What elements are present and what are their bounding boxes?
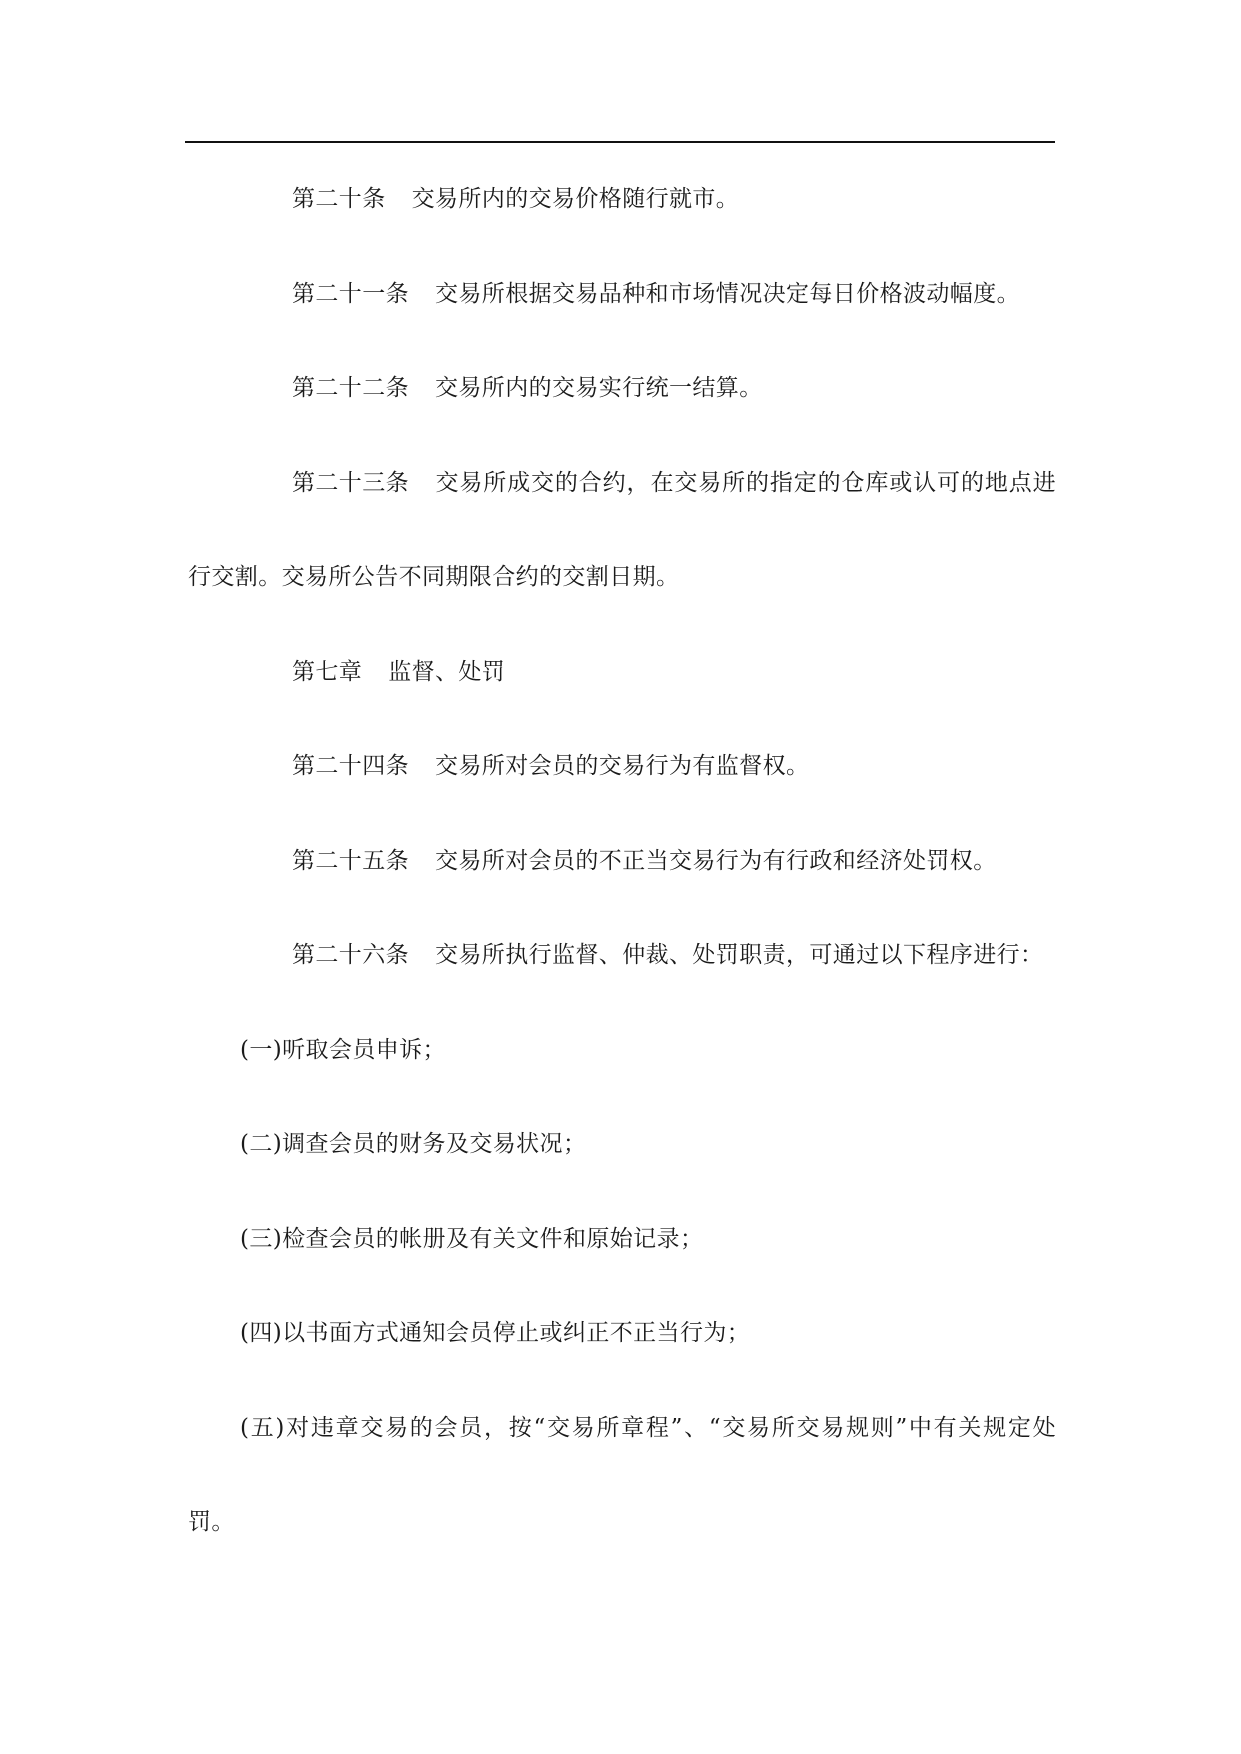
article-number: 第二十五条	[292, 847, 409, 874]
chapter-title: 监督、处罚	[388, 658, 506, 685]
article-text: 交易所对会员的不正当交易行为有行政和经济处罚权。	[435, 847, 997, 874]
article-number: 第二十条	[292, 186, 386, 212]
article-number: 第二十三条	[292, 469, 409, 496]
article-number: 第二十四条	[292, 753, 409, 779]
paragraph-article-21	[188, 247, 1056, 342]
list-item-1	[188, 1003, 1056, 1098]
list-item-text: (五)对违章交易的会员，按“交易所章程”、“交易所交易规则”中有关规定处罚。	[188, 1414, 1056, 1535]
paragraph-article-22	[188, 341, 1056, 436]
list-item-5	[188, 1381, 1056, 1570]
article-text: 交易所内的交易价格随行就市。	[411, 186, 740, 212]
document-body	[188, 152, 1056, 1570]
article-number: 第二十二条	[292, 375, 409, 401]
article-text: 交易所内的交易实行统一结算。	[435, 375, 763, 401]
list-item-text: (二)调查会员的财务及交易状况；	[240, 1131, 587, 1157]
article-number: 第二十六条	[292, 942, 409, 968]
article-text: 交易所对会员的交易行为有监督权。	[435, 753, 810, 779]
list-item-text: (四)以书面方式通知会员停止或纠正不正当行为；	[240, 1320, 751, 1346]
paragraph-article-24	[188, 719, 1056, 814]
chapter-heading-7	[188, 625, 1056, 720]
paragraph-article-26	[188, 908, 1056, 1003]
paragraph-article-23	[188, 436, 1056, 625]
article-text: 交易所根据交易品种和市场情况决定每日价格波动幅度。	[435, 280, 1020, 307]
article-text: 交易所成交的合约，在交易所的指定的仓库或认可的地点进行交割。交易所公告不同期限合约的交割日期。	[188, 469, 1056, 590]
list-item-text: (三)检查会员的帐册及有关文件和原始记录；	[240, 1225, 704, 1252]
chapter-number: 第七章	[292, 658, 363, 685]
list-item-4	[188, 1286, 1056, 1381]
paragraph-article-20	[188, 152, 1056, 247]
paragraph-article-25	[188, 814, 1056, 909]
list-item-3	[188, 1192, 1056, 1287]
list-item-text: (一)听取会员申诉；	[240, 1036, 446, 1063]
header-rule	[185, 141, 1055, 143]
article-number: 第二十一条	[292, 280, 409, 307]
article-text: 交易所执行监督、仲裁、处罚职责，可通过以下程序进行：	[435, 942, 1044, 968]
list-item-2	[188, 1097, 1056, 1192]
